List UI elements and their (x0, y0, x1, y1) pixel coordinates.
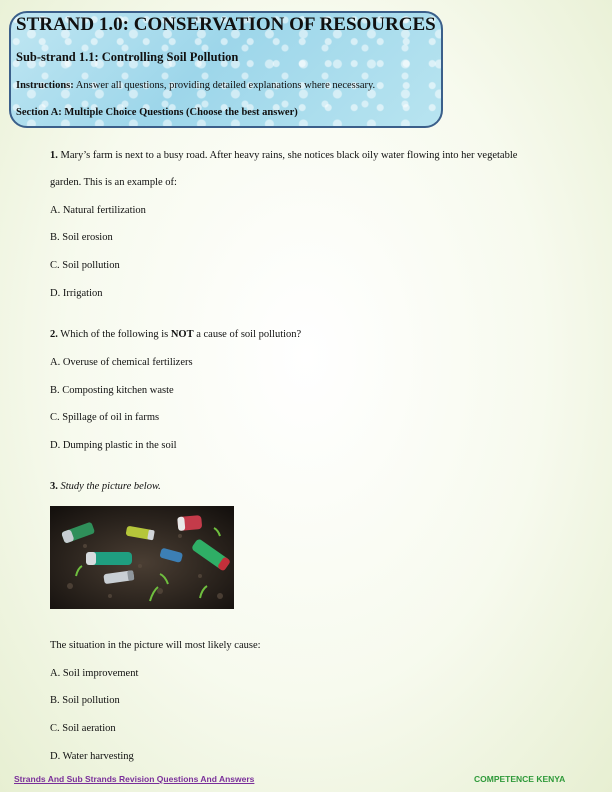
option: B. Soil erosion (50, 232, 113, 243)
option: D. Dumping plastic in the soil (50, 440, 177, 451)
emphasis: NOT (170, 329, 194, 340)
option: D. Irrigation (50, 288, 103, 299)
option: B. Composting kitchen waste (50, 385, 174, 396)
question-2-stem (50, 329, 301, 340)
footer-link[interactable]: Strands And Sub Strands Revision Questions And Answers (14, 774, 255, 784)
question-1-stem (50, 150, 517, 161)
question-3-stem (50, 481, 161, 492)
section-heading: Section A: Multiple Choice Questions (Choose the best answer) (16, 107, 298, 118)
header-banner (9, 11, 443, 128)
question-3-prompt: The situation in the picture will most likely cause: (50, 640, 261, 651)
option: D. Water harvesting (50, 751, 134, 762)
question-number: 1. (50, 150, 58, 161)
option: C. Soil aeration (50, 723, 116, 734)
instructions-label: Instructions: (16, 80, 74, 91)
question-text: Mary’s farm is next to a busy road. After heavy rains, she notices black oily water flowing into her vegetable (57, 150, 518, 161)
option: C. Spillage of oil in farms (50, 412, 160, 423)
question-text: Which of the following is (57, 329, 171, 340)
option: A. Overuse of chemical fertilizers (50, 357, 193, 368)
footer-brand: COMPETENCE KENYA (474, 774, 566, 784)
option: A. Natural fertilization (50, 205, 146, 216)
question-text: a cause of soil pollution? (193, 329, 302, 340)
strand-title: STRAND 1.0: CONSERVATION OF RESOURCES (16, 14, 436, 35)
instructions-text: Answer all questions, providing detailed explanations where necessary. (73, 80, 376, 91)
question-1-stem-cont: garden. This is an example of: (50, 177, 177, 188)
option: C. Soil pollution (50, 260, 120, 271)
instructions (16, 80, 375, 91)
batteries-in-soil-illustration (50, 506, 234, 609)
substrand-title: Sub-strand 1.1: Controlling Soil Pollution (16, 50, 239, 64)
question-text: Study the picture below. (60, 481, 161, 492)
question-number: 2. (50, 329, 58, 340)
option: B. Soil pollution (50, 695, 120, 706)
option: A. Soil improvement (50, 668, 139, 679)
question-number: 3. (50, 481, 58, 492)
soil-pollution-photo (50, 506, 234, 609)
